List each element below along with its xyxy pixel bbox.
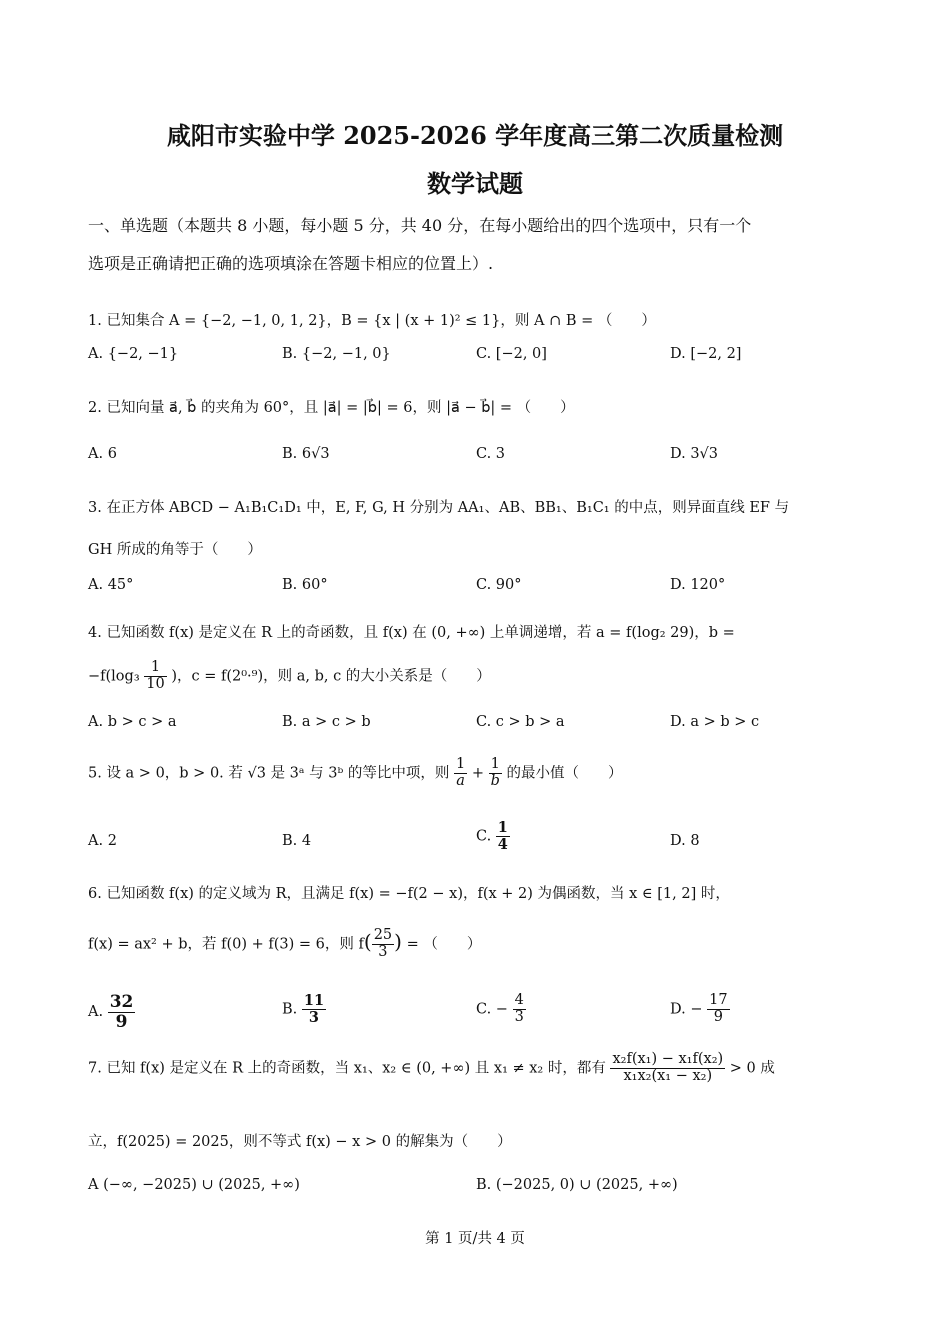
question-3-stem-line2: GH 所成的角等于（ ） [88,542,262,558]
question-7-fraction [610,1052,725,1085]
question-6-option-c-label: C. [476,1001,492,1018]
question-6-option-d [670,993,730,1026]
question-5-option-c-label: C. [476,828,492,845]
question-1-option-b: B. {−2, −1, 0} [282,346,391,362]
question-2-option-d: D. 3√3 [670,446,719,462]
question-3-option-d: D. 120° [670,577,726,593]
question-5-option-c-frac [496,820,510,853]
question-6-option-d-frac [707,993,729,1026]
question-6-option-c-num: 4 [514,992,524,1008]
question-5-frac-1b-den: b [490,772,500,789]
question-5-frac-1b [489,757,502,790]
question-1-option-c: C. [−2, 0] [476,346,547,362]
question-5-option-c-den: 4 [497,835,508,853]
question-1-option-d: D. [−2, 2] [670,346,742,362]
question-6-option-b-den: 3 [308,1008,320,1026]
question-7-line1-prefix: 7. 已知 f(x) 是定义在 R 上的奇函数，当 x₁、x₂ ∈ (0, +∞) 且 x₁ ≠ x₂ 时，都有 [88,1060,606,1077]
question-6-line2-prefix: f(x) = ax² + b，若 f(0) + f(3) = 6，则 f [88,936,364,953]
question-6-option-b [282,993,326,1026]
question-2-option-c: C. 3 [476,446,506,462]
question-1-option-a: A. {−2, −1} [88,346,179,362]
page-number: 第 1 页/共 4 页 [425,1231,525,1247]
question-6-rparen: ) [394,929,402,954]
question-6-option-c-sign: − [495,1001,508,1018]
question-6-option-c-den: 3 [514,1008,524,1025]
question-7-option-b: B. (−2025, 0) ∪ (2025, +∞) [476,1177,678,1193]
section-heading-line2: 选项是正确请把正确的选项填涂在答题卡相应的位置上）. [88,254,494,273]
question-6-option-c [476,993,526,1026]
question-4-fraction [144,660,166,693]
question-6-lparen: ( [363,929,372,954]
question-1-stem: 1. 已知集合 A = {−2, −1, 0, 1, 2}，B = {x | (x + 1)² ≤ 1}，则 A ∩ B = （ ） [88,313,656,329]
question-2-stem: 2. 已知向量 a⃗, b⃗ 的夹角为 60°，且 |a⃗| = |b⃗| = 6，则 |a⃗ − b⃗| = （ ） [88,400,575,416]
question-3-option-c: C. 90° [476,577,522,593]
question-7-line1-suffix: > 0 成 [729,1060,775,1077]
question-6-option-d-label: D. [670,1001,686,1018]
question-5-option-d: D. 8 [670,833,700,849]
question-5-frac-1a-den: a [456,772,465,789]
question-5-stem-prefix: 5. 设 a > 0，b > 0. 若 √3 是 3ᵃ 与 3ᵇ 的等比中项，则 [88,765,450,782]
question-6-stem-line1: 6. 已知函数 f(x) 的定义域为 R，且满足 f(x) = −f(2 − x)，f(x + 2) 为偶函数，当 x ∈ [1, 2] 时， [88,886,730,902]
question-5-frac-1b-num: 1 [489,757,502,774]
question-5-option-c [476,820,510,853]
question-5-option-a: A. 2 [88,833,117,849]
question-4-option-d: D. a > b > c [670,714,760,730]
question-4-option-c: C. c > b > a [476,714,565,730]
question-3-option-b: B. 60° [282,577,328,593]
question-6-option-a-num: 32 [109,992,134,1012]
question-6-stem-line2 [88,928,481,961]
question-5-frac-1a-num: 1 [455,756,466,772]
question-2-option-a: A. 6 [88,446,117,462]
question-7-stem-line2: 立，f(2025) = 2025，则不等式 f(x) − x > 0 的解集为（ ） [88,1134,512,1150]
section-heading-line1: 一、单选题（本题共 8 小题，每小题 5 分，共 40 分，在每小题给出的四个选项中，只有一个 [88,216,752,235]
question-5-stem [88,757,622,790]
question-4-stem-line1: 4. 已知函数 f(x) 是定义在 R 上的奇函数，且 f(x) 在 (0, +∞) 上单调递增，若 a = f(log₂ 29)，b = [88,625,735,641]
question-4-option-b: B. a > c > b [282,714,371,730]
exam-subtitle: 数学试题 [427,169,523,198]
question-6-option-c-frac [513,993,526,1026]
question-7-fraction-num: x₂f(x₁) − x₁f(x₂) [612,1051,724,1067]
question-4-option-a: A. b > c > a [88,714,177,730]
question-3-option-a: A. 45° [88,577,134,593]
question-4-stem-line2 [88,660,491,693]
question-6-option-b-label: B. [282,1001,298,1018]
question-6-option-a [88,993,135,1031]
question-6-option-a-den: 9 [115,1011,128,1032]
question-5-option-c-num: 1 [497,819,508,836]
question-7-option-a: A (−∞, −2025) ∪ (2025, +∞) [88,1177,300,1193]
question-6-fraction [372,928,394,961]
question-4-line2-suffix: )，c = f(2⁰·⁹)，则 a, b, c 的大小关系是（ ） [171,668,491,685]
question-6-option-d-sign: − [690,1001,703,1018]
question-6-option-d-den: 9 [713,1008,723,1025]
exam-title: 咸阳市实验中学 2025-2026 学年度高三第二次质量检测 [166,121,784,150]
question-4-fraction-num: 1 [144,660,166,677]
question-5-option-b: B. 4 [282,833,312,849]
question-6-option-a-frac [108,993,136,1031]
question-7-stem-line1 [88,1052,775,1085]
question-6-option-b-num: 11 [303,992,325,1009]
question-7-fraction-den: x₁x₂(x₁ − x₂) [623,1067,713,1084]
question-4-fraction-den: 10 [146,675,165,692]
question-6-option-d-num: 17 [709,992,728,1008]
question-6-line2-suffix: = （ ） [406,936,482,953]
question-6-option-b-frac [302,993,326,1026]
question-6-fraction-den: 3 [378,943,388,960]
question-6-fraction-num: 25 [373,927,393,943]
question-3-stem-line1: 3. 在正方体 ABCD − A₁B₁C₁D₁ 中，E, F, G, H 分别为 AA₁、AB、BB₁、B₁C₁ 的中点，则异面直线 EF 与 [88,500,790,516]
question-5-stem-suffix: 的最小值（ ） [506,765,623,782]
question-5-frac-1a [454,757,467,790]
question-4-line2-prefix: −f(log₃ [88,668,140,685]
question-2-option-b: B. 6√3 [282,446,330,462]
question-5-plus: + [471,765,484,782]
question-6-option-a-label: A. [88,1004,104,1021]
